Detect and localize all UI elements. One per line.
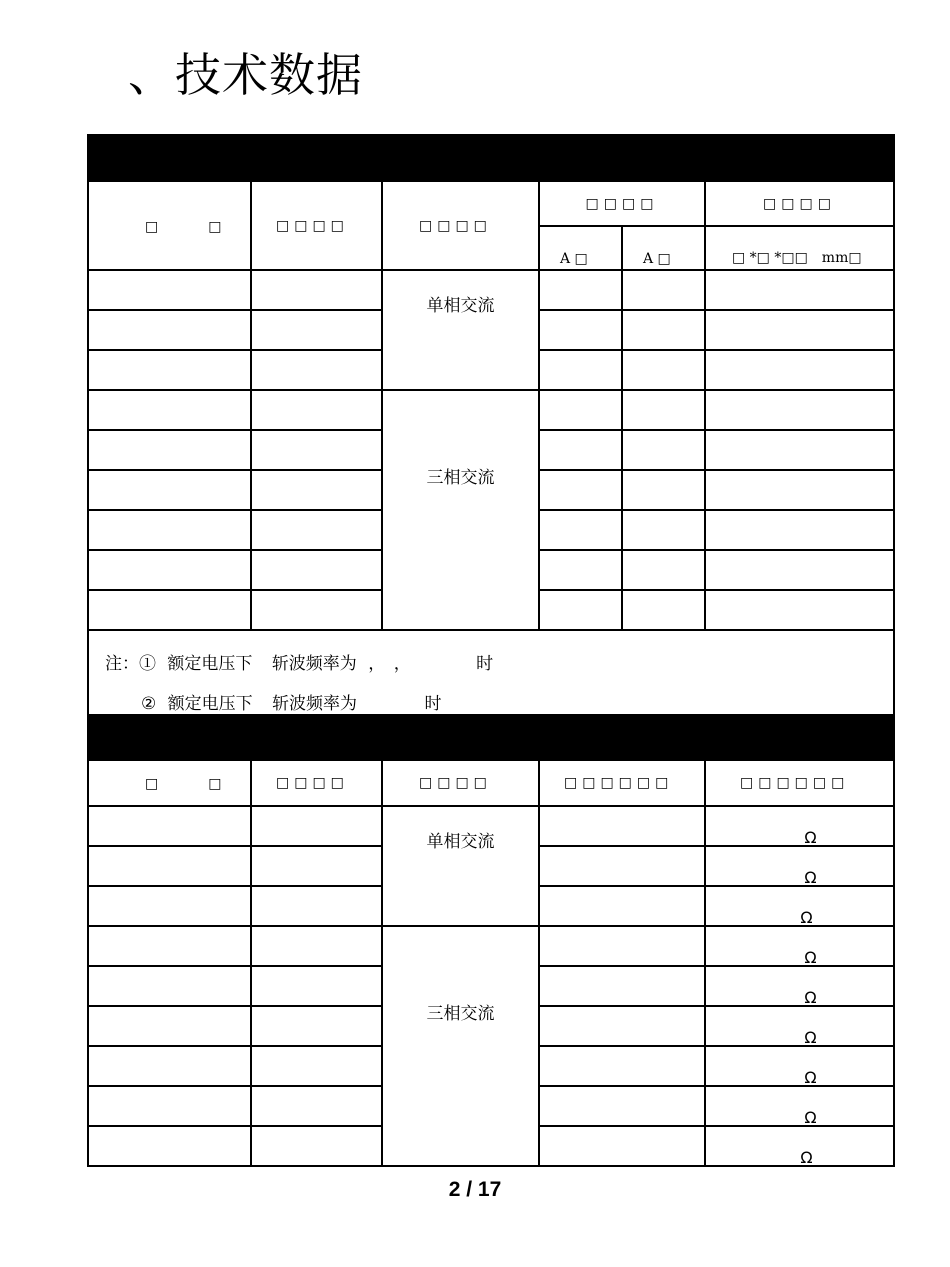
table-cell <box>539 470 622 510</box>
header-cell: □ □ <box>88 181 251 270</box>
table-cell <box>705 590 894 630</box>
table-cell <box>251 350 382 390</box>
table-cell <box>539 310 622 350</box>
ohm-unit: Ω <box>705 926 894 966</box>
table-cell <box>705 270 894 310</box>
table-cell <box>539 966 705 1006</box>
note-line-1: 注：① 额定电压下 斩波频率为 ， ， 时 <box>105 654 494 674</box>
table-cell <box>88 1046 251 1086</box>
table-cell <box>88 886 251 926</box>
table-cell <box>705 510 894 550</box>
table-cell <box>622 270 705 310</box>
table-cell <box>251 806 382 846</box>
table-cell <box>539 1126 705 1166</box>
ohm-unit: Ω <box>705 806 894 846</box>
phase-label: 单相交流 <box>382 270 539 390</box>
header-cell: A □ <box>622 226 705 270</box>
table-cell <box>539 846 705 886</box>
ohm-unit: Ω <box>705 846 894 886</box>
table-cell <box>539 926 705 966</box>
phase-label: 三相交流 <box>382 926 539 1166</box>
page-title: 、技术数据 <box>128 48 363 102</box>
table-cell <box>539 510 622 550</box>
table-cell <box>622 310 705 350</box>
table-cell <box>622 550 705 590</box>
ohm-unit: Ω <box>705 1006 894 1046</box>
table-row <box>88 715 894 760</box>
header-cell: A □ <box>539 226 622 270</box>
table-cell <box>88 310 251 350</box>
table-cell <box>539 1046 705 1086</box>
phase-label: 三相交流 <box>382 390 539 630</box>
table-cell <box>705 430 894 470</box>
table-cell <box>88 590 251 630</box>
table-row <box>88 135 894 181</box>
table-cell <box>251 470 382 510</box>
ohm-unit: Ω <box>705 966 894 1006</box>
table-cell <box>88 1086 251 1126</box>
table-cell <box>88 510 251 550</box>
table-cell <box>539 1006 705 1046</box>
table-cell <box>539 390 622 430</box>
table-cell <box>251 846 382 886</box>
table-cell <box>88 390 251 430</box>
table-row <box>88 806 894 846</box>
table-cell <box>705 390 894 430</box>
table-cell <box>251 430 382 470</box>
table-cell <box>539 886 705 926</box>
header-cell: □□□□ <box>539 181 705 226</box>
table-cell <box>705 310 894 350</box>
ohm-unit: Ω <box>705 886 894 926</box>
table-cell <box>88 430 251 470</box>
table-cell <box>88 966 251 1006</box>
header-cell: □□□□ <box>251 181 382 270</box>
table-cell <box>88 846 251 886</box>
table-cell <box>251 1086 382 1126</box>
table-cell <box>539 590 622 630</box>
header-cell: □ □ <box>88 760 251 806</box>
table-cell <box>251 966 382 1006</box>
table-cell <box>88 470 251 510</box>
table-cell <box>88 926 251 966</box>
table-row <box>88 760 894 806</box>
header-cell: □ *□ *□□ mm□ <box>705 226 894 270</box>
table-row <box>88 926 894 966</box>
table-cell <box>622 510 705 550</box>
ohm-unit: Ω <box>705 1126 894 1166</box>
table-cell <box>251 510 382 550</box>
table-cell <box>622 390 705 430</box>
table-cell <box>251 390 382 430</box>
table-cell <box>88 1006 251 1046</box>
ohm-unit: Ω <box>705 1046 894 1086</box>
ohm-unit: Ω <box>705 1086 894 1126</box>
table-cell <box>539 550 622 590</box>
table-cell <box>539 350 622 390</box>
table-cell <box>622 590 705 630</box>
tech-data-table-1 <box>87 134 895 731</box>
note-line-2: ② 额定电压下 斩波频率为 时 <box>141 694 442 714</box>
header-cell: □□□□ <box>382 181 539 270</box>
table-cell <box>622 350 705 390</box>
table-row <box>88 270 894 310</box>
header-cell: □□□□ <box>705 181 894 226</box>
header-cell: □□□□ <box>382 760 539 806</box>
tech-data-table-2 <box>87 714 895 1167</box>
table-cell <box>622 430 705 470</box>
table-cell <box>88 806 251 846</box>
phase-label: 单相交流 <box>382 806 539 926</box>
header-cell: □□□□ <box>251 760 382 806</box>
table-cell <box>622 470 705 510</box>
table-cell <box>539 430 622 470</box>
table-header-bar <box>88 135 894 181</box>
table-cell <box>88 270 251 310</box>
table-cell <box>251 926 382 966</box>
table-row <box>88 181 894 226</box>
table-cell <box>251 590 382 630</box>
table-cell <box>88 350 251 390</box>
table-cell <box>539 1086 705 1126</box>
table-cell <box>88 1126 251 1166</box>
page-number: 2 / 17 <box>448 1178 502 1201</box>
table-cell <box>705 470 894 510</box>
table-cell <box>539 806 705 846</box>
table-cell <box>251 1126 382 1166</box>
table-cell <box>251 1006 382 1046</box>
table-cell <box>705 350 894 390</box>
table-row <box>88 390 894 430</box>
table-cell <box>705 550 894 590</box>
table-cell <box>251 886 382 926</box>
table-cell <box>251 550 382 590</box>
table-header-bar <box>88 715 894 760</box>
table-cell <box>251 1046 382 1086</box>
header-cell: □□□□□□ <box>705 760 894 806</box>
table-cell <box>88 550 251 590</box>
header-cell: □□□□□□ <box>539 760 705 806</box>
table-cell <box>251 270 382 310</box>
table-cell <box>539 270 622 310</box>
table-cell <box>251 310 382 350</box>
